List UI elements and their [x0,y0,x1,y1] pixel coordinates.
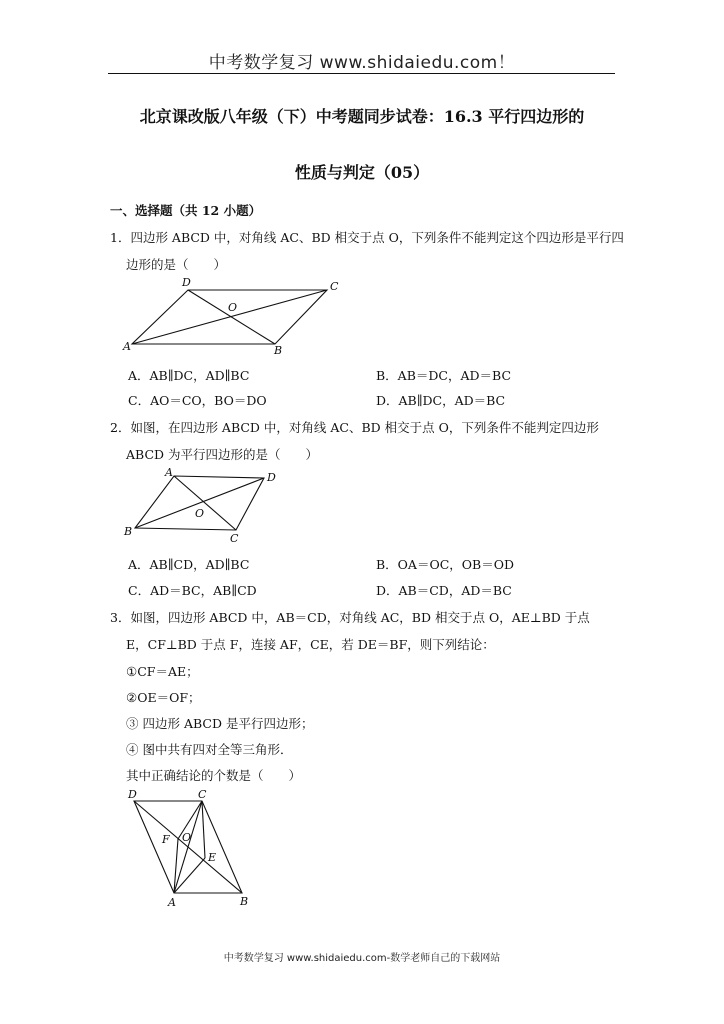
q1-figure [120,276,350,356]
q2-label-d: D [267,471,276,484]
q3-conclusion-2: ②OE＝OF； [126,690,201,705]
q3-diagonal-bd [134,801,242,893]
q2-label-c: C [230,532,239,545]
q3-label-o: O [182,831,192,844]
q3-label-e: E [208,851,217,864]
q1-diagonal-ac [132,290,327,344]
q2-option-d[interactable]: D．AB＝CD，AD＝BC [376,583,512,598]
section-heading: 一、选择题（共 12 小题） [110,203,262,218]
q3-conclusion-1: ①CF＝AE； [126,664,199,679]
q2-label-o: O [195,507,205,520]
q2-option-b[interactable]: B．OA＝OC，OB＝OD [376,557,514,572]
q3-label-f: F [162,833,170,846]
page-header: 中考数学复习 www.shidaiedu.com！ [208,53,516,73]
title-line-1: 北京课改版八年级（下）中考题同步试卷：16.3 平行四边形的 [139,107,585,126]
q3-conclusion-3: ③ 四边形 ABCD 是平行四边形； [126,716,314,731]
q1-label-b: B [274,344,283,356]
title-line-2: 性质与判定（05） [294,163,430,182]
q3-label-a: A [168,896,176,909]
q2-stem-line-1: 2．如图，在四边形 ABCD 中，对角线 AC、BD 相交于点 O，下列条件不能判定四边形 [110,420,599,435]
q1-diagonal-bd [188,290,275,344]
q3-conclusion-4: ④ 图中共有四对全等三角形． [126,742,293,757]
q3-question: 其中正确结论的个数是（ ） [126,768,302,783]
q2-stem-line-2: ABCD 为平行四边形的是（ ） [126,447,319,462]
q3-label-d: D [128,788,137,801]
q1-option-a[interactable]: A．AB∥DC，AD∥BC [128,368,250,383]
q3-segment-ce [202,801,205,858]
q2-figure [120,467,280,547]
q1-label-c: C [330,280,339,293]
q2-diagonal-ac [174,476,236,530]
q1-label-d: D [182,276,191,289]
q2-option-c[interactable]: C．AD＝BC，AB∥CD [128,583,257,598]
q1-stem-line-2: 边形的是（ ） [126,257,227,272]
q3-segment-ae [174,858,205,893]
page-footer: 中考数学复习 www.shidaiedu.com-数学老师自己的下载网站 [223,953,501,964]
q3-label-b: B [240,895,249,908]
q3-stem-line-1: 3．如图，四边形 ABCD 中，AB＝CD，对角线 AC，BD 相交于点 O，AE⊥BD 于点 [110,610,590,625]
q1-option-b[interactable]: B．AB＝DC，AD＝BC [376,368,512,383]
q1-option-d[interactable]: D．AB∥DC，AD＝BC [376,393,506,408]
q2-label-a: A [165,467,173,479]
q1-label-a: A [123,340,131,353]
q3-label-c: C [198,788,207,801]
q2-label-b: B [124,525,133,538]
q2-option-a[interactable]: A．AB∥CD，AD∥BC [128,557,250,572]
q1-stem-line-1: 1．四边形 ABCD 中，对角线 AC、BD 相交于点 O，下列条件不能判定这个四边形是平行四 [110,230,624,245]
q1-label-o: O [228,301,238,314]
q3-figure [122,785,262,910]
q3-stem-line-2: E，CF⊥BD 于点 F，连接 AF，CE，若 DE＝BF，则下列结论： [126,637,495,652]
header-rule [108,73,615,74]
q1-option-c[interactable]: C．AO＝CO，BO＝DO [128,393,267,408]
